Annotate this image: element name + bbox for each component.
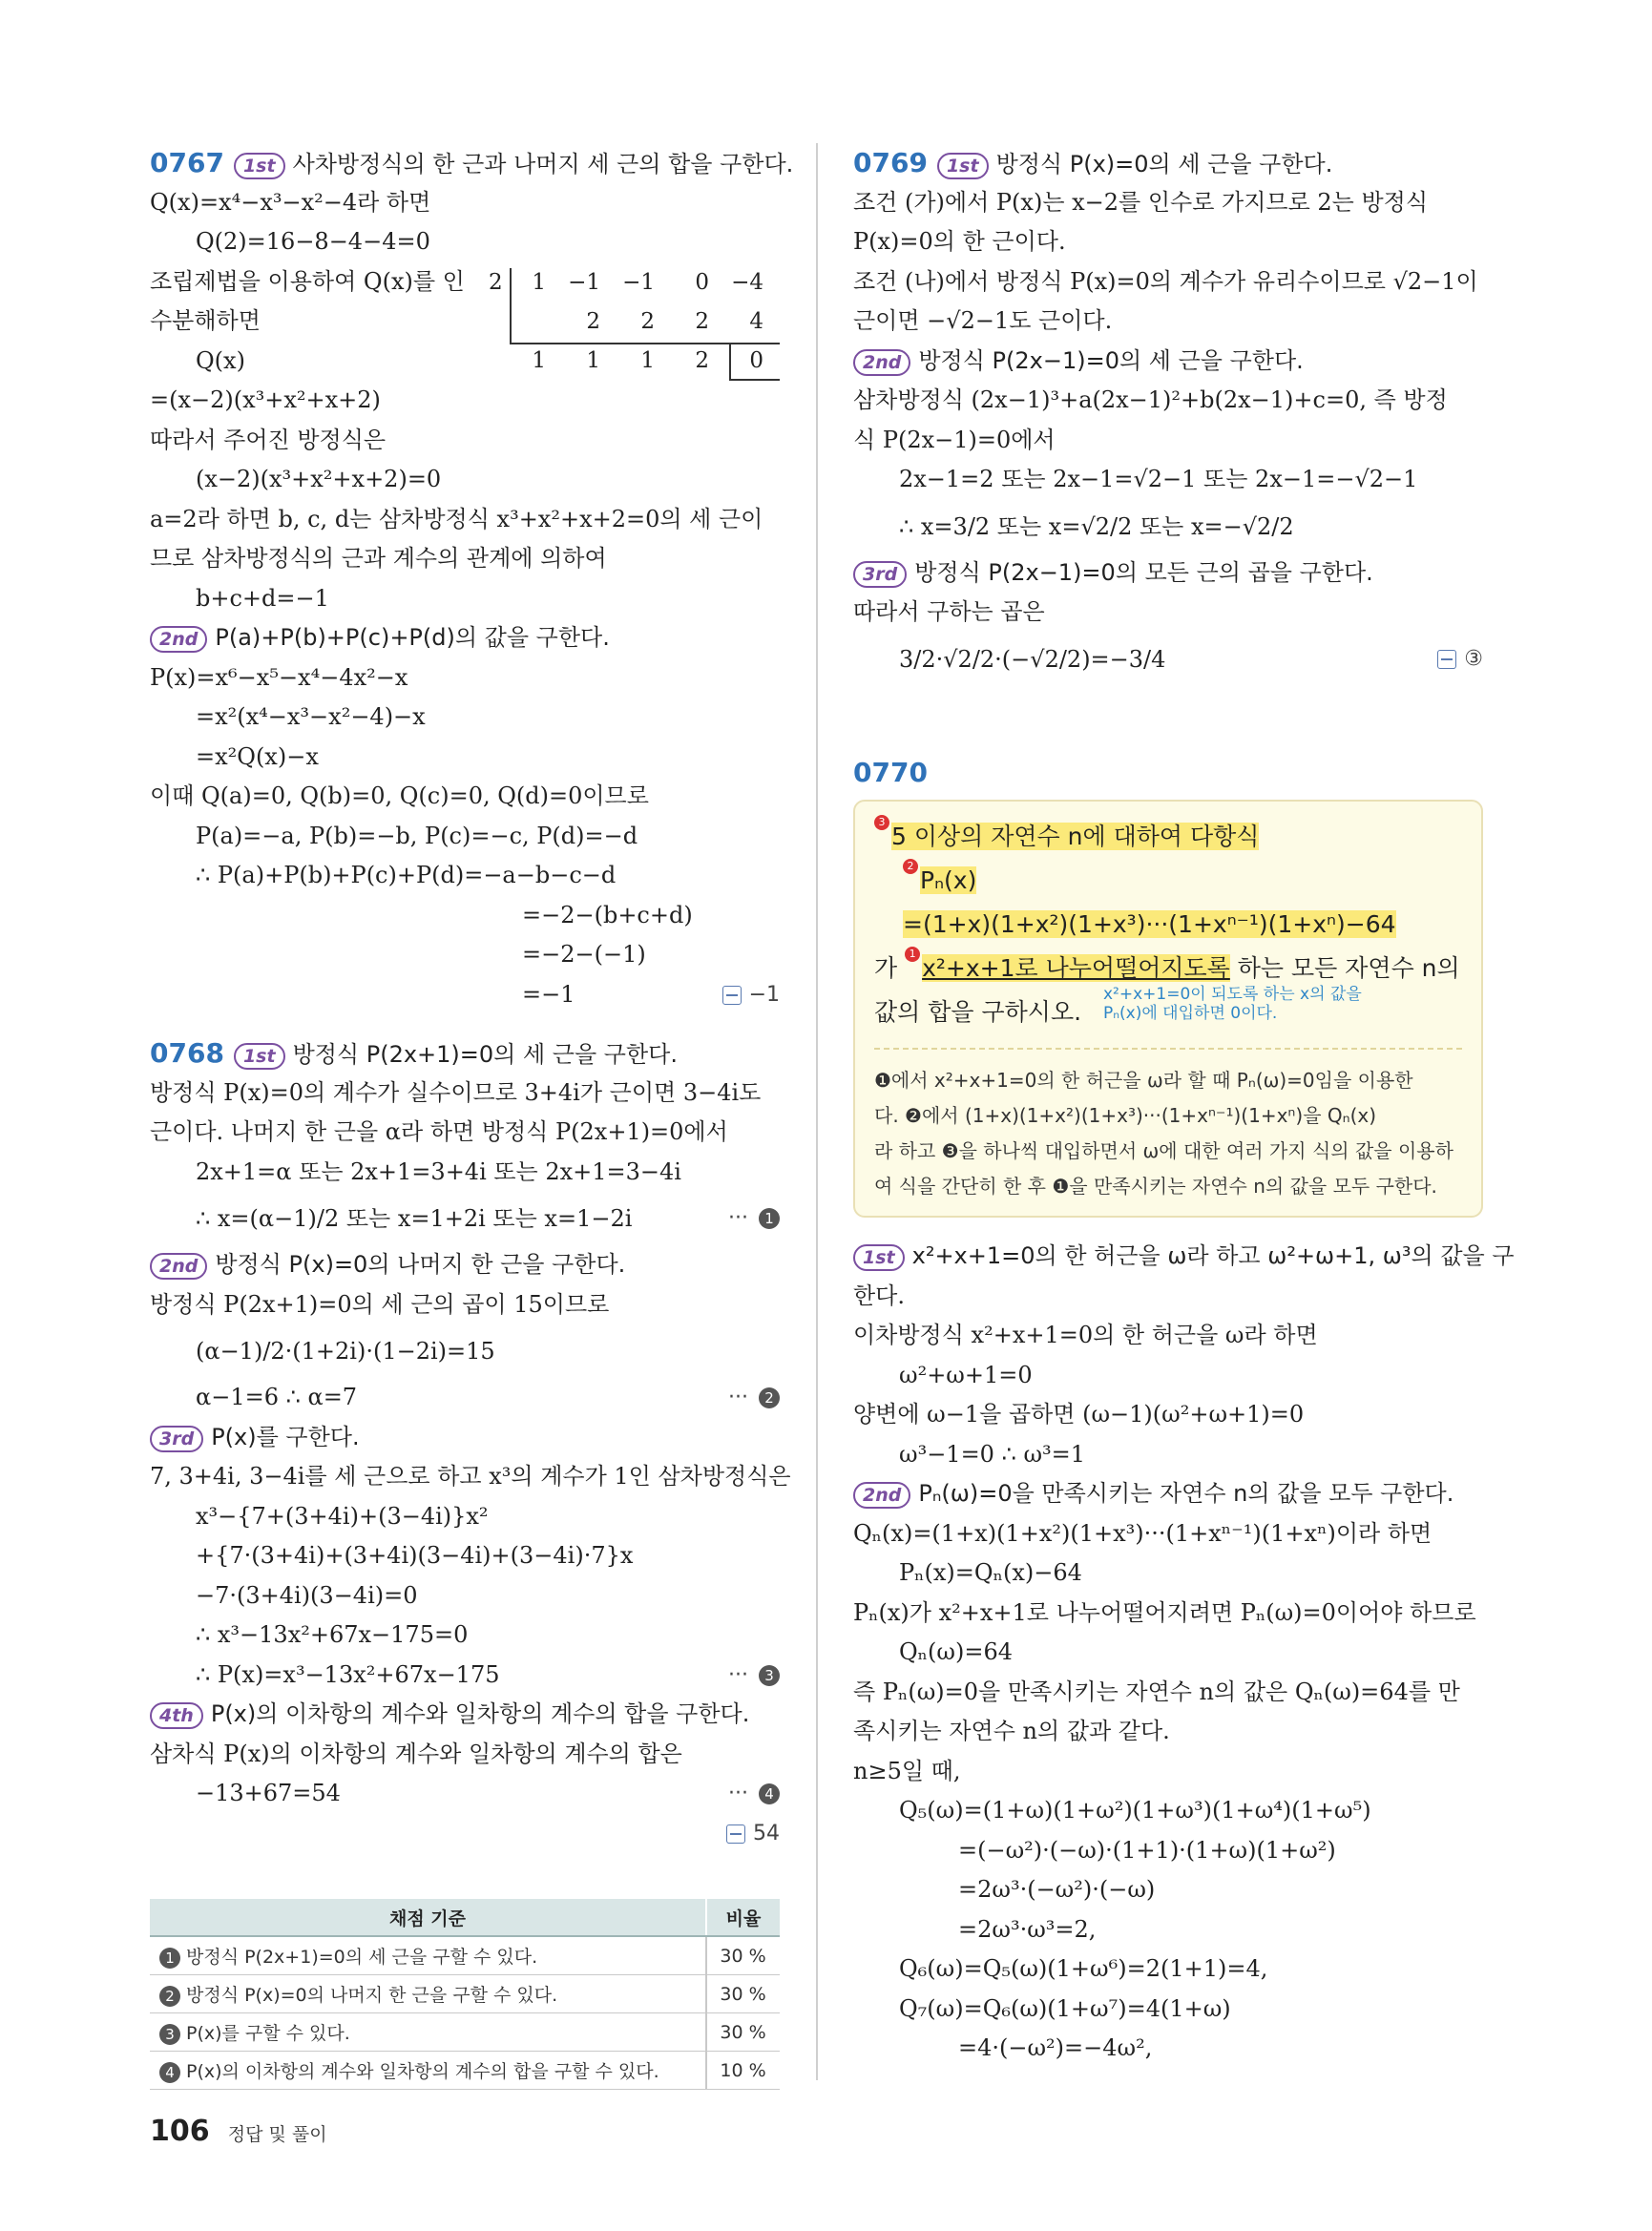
solution-line [150,1285,780,1325]
line-text: =−1 [522,980,575,1008]
line-text: −13+67=54 [196,1780,341,1806]
solution-line [853,342,1483,382]
solution-line [150,1245,780,1285]
solution-line [853,1633,1483,1673]
solution-line [853,633,1483,686]
marker-number: 3 [759,1665,780,1686]
line-text: (α−1)/2·(1+2i)·(1−2i)=15 [196,1338,495,1365]
solution-line [150,222,780,262]
solution-line [853,381,1483,421]
line-text: ω²+ω+1=0 [899,1361,1033,1388]
line-text: 삼차방정식 (2x−1)³+a(2x−1)²+b(2x−1)+c=0, 즉 방정 [853,386,1448,413]
solution-line [853,1356,1483,1396]
step-badge: 4th [150,1702,203,1729]
synthetic-cell: 1 [532,347,546,373]
line-text: b+c+d=−1 [196,584,329,612]
line-text: Qₙ(x)=(1+x)(1+x²)(1+x³)···(1+xⁿ⁻¹)(1+xⁿ)이라 하면 [853,1519,1432,1547]
answer-value: ③ [1464,646,1483,671]
problem-line-5: 값의 합을 구하시오. x²+x+1=0이 되도록 하는 x의 값을 Pₙ(x)에 대입하면 0이다. [874,985,1362,1026]
solution-line [150,738,780,778]
synthetic-cell: 0 [695,269,709,295]
solution-line [853,1594,1483,1634]
line-text: 2x+1=α 또는 2x+1=3+4i 또는 2x+1=3−4i [196,1157,681,1185]
synthetic-hline [510,343,780,344]
solution-0767 [150,143,794,1014]
line-text: =x²(x⁴−x³−x²−4)−x [196,703,426,730]
answer-icon [726,1824,745,1844]
synthetic-cell: 4 [749,308,763,334]
line-text: 근이면 −√2−1도 근이다. [853,307,1113,334]
line-text: =(−ω²)·(−ω)·(1+1)·(1+ω)(1+ω²) [958,1836,1336,1864]
line-text: 따라서 구하는 곱은 [853,598,1045,625]
hint-line: 다. ❷에서 (1+x)(1+x²)(1+x³)···(1+xⁿ⁻¹)(1+xⁿ)을 Qₙ(x) [874,1104,1377,1127]
solution-line [150,1814,780,1854]
grading-header-ratio: 비율 [706,1899,780,1936]
step-title: 방정식 P(2x+1)=0의 세 근을 구한다. [292,1041,678,1068]
synthetic-box [729,344,731,381]
line-text: x³−{7+(3+4i)+(3−4i)}x² [196,1502,489,1530]
line-text: ∴ x=(α−1)/2 또는 x=1+2i 또는 x=1−2i [196,1205,633,1232]
problem-heading [150,1033,780,1074]
line-text: −7·(3+4i)(3−4i)=0 [196,1581,418,1609]
synthetic-cell: 2 [695,347,709,373]
step-title: 방정식 P(x)=0의 세 근을 구한다. [995,151,1333,177]
line-text: 근이다. 나머지 한 근을 α라 하면 방정식 P(2x+1)=0에서 [150,1118,728,1145]
line-text: ∴ P(a)+P(b)+P(c)+P(d)=−a−b−c−d [196,862,617,888]
line-text: 식 P(2x−1)=0에서 [853,426,1056,453]
solution-line [853,1237,1515,1277]
left-column [150,143,794,1853]
solution-line [853,1435,1483,1475]
line-text: 므로 삼차방정식의 근과 계수의 관계에 의하여 [150,545,607,572]
solution-line [150,658,780,698]
solution-line [853,500,1483,553]
synthetic-cell: 2 [586,308,600,334]
solution-line [150,777,780,817]
grading-criterion [150,2013,706,2052]
step-title: 방정식 P(x)=0의 나머지 한 근을 구한다. [215,1251,626,1278]
synthetic-cell: 1 [640,347,655,373]
synthetic-cell: −4 [731,269,763,295]
problem-line-2: 2Pₙ(x) [874,859,1462,903]
step-badge: 3rd [853,561,907,588]
problem-heading [853,143,1483,183]
solution-line [150,1735,780,1775]
solution-line [853,1990,1483,2030]
solution-line [150,1656,780,1696]
grading-row [150,2052,780,2090]
hint-line: ❶에서 x²+x+1=0의 한 허근을 ω라 할 때 Pₙ(ω)=0임을 이용한 [874,1069,1413,1092]
grading-criterion [150,2052,706,2090]
line-text: 조립제법을 이용하여 Q(x)를 인 [150,267,465,295]
criterion-text: P(x)의 이차항의 계수와 일차항의 계수의 합을 구할 수 있다. [186,2061,659,2082]
answer-value: −1 [748,982,780,1007]
line-text: 따라서 주어진 방정식은 [150,426,387,453]
step-title: P(x)의 이차항의 계수와 일차항의 계수의 합을 구한다. [210,1700,750,1727]
solution-line [150,1536,780,1576]
solution-line [853,222,1483,262]
solution-line [150,539,780,579]
criterion-number: 2 [159,1986,180,2007]
problem-number: 0770 [853,756,928,788]
solution-line [853,183,1483,223]
solution-line [150,381,780,421]
grading-marker: ··· 2 [728,1378,780,1418]
grading-row [150,1975,780,2013]
criterion-ratio: 30 % [706,2013,780,2052]
line-text: Q(x)=x⁴−x³−x²−4라 하면 [150,188,431,216]
step-title: 방정식 P(2x−1)=0의 세 근을 구한다. [918,346,1304,374]
line-text: =4·(−ω²)=−4ω², [958,2034,1153,2061]
solution-line [150,856,780,896]
solution-line [150,1774,780,1814]
grading-row [150,1936,780,1975]
solution-line [853,460,1483,500]
line-text: +{7·(3+4i)+(3+4i)(3−4i)+(3−4i)·7}x [196,1542,634,1569]
solution-line [150,935,780,975]
line-text: 조건 (가)에서 P(x)는 x−2를 인수로 가지므로 2는 방정식 [853,188,1429,216]
solution-line [853,1277,1483,1317]
solution-line [853,262,1483,302]
line-text: n≥5일 때, [853,1757,961,1784]
line-text: 방정식 P(x)=0의 계수가 실수이므로 3+4i가 근이면 3−4i도 [150,1078,762,1106]
solution-line [853,1474,1483,1514]
line-text: Qₙ(ω)=64 [899,1638,1014,1665]
synthetic-cell: 1 [532,269,546,295]
step-badge: 2nd [150,1253,207,1280]
solution-line [853,1514,1483,1554]
step-badge: 2nd [853,349,910,376]
criterion-number: 3 [159,2024,180,2045]
divisor: 2 [489,269,503,295]
step-badge: 1st [234,153,285,179]
page-number: 106 [150,2115,210,2148]
line-text: Q₅(ω)=(1+ω)(1+ω²)(1+ω³)(1+ω⁴)(1+ω⁵) [899,1797,1371,1824]
solution-line [150,579,780,619]
synthetic-cell: −1 [622,269,655,295]
line-text: ω³−1=0 ∴ ω³=1 [899,1440,1086,1468]
solution-line [150,460,780,500]
answer-label [726,1814,780,1854]
page-footer-title: 정답 및 풀이 [227,2124,327,2145]
step-badge: 1st [853,1244,905,1271]
criterion-ratio: 30 % [706,1975,780,2013]
solution-line [150,1324,780,1378]
hint-line: 라 하고 ❸을 하나씩 대입하면서 ω에 대한 여러 가지 식의 값을 이용하 [874,1139,1453,1162]
step-title: 방정식 P(2x−1)=0의 모든 근의 곱을 구한다. [914,558,1373,586]
solution-line [853,302,1483,342]
line-text: (x−2)(x³+x²+x+2)=0 [196,466,442,492]
solution-line [150,500,780,540]
solution-line [150,975,780,1015]
solution-line [853,1870,1483,1910]
line-text: Q(2)=16−8−4−4=0 [196,228,430,255]
line-text: 2x−1=2 또는 2x−1=√2−1 또는 2x−1=−√2−1 [899,466,1418,492]
step-title: Pₙ(ω)=0을 만족시키는 자연수 n의 값을 모두 구한다. [918,1480,1454,1507]
criterion-number: 4 [159,2062,180,2083]
solution-line [150,1074,780,1114]
marker-number: 2 [759,1387,780,1408]
solution-line [150,1192,780,1245]
step-title: P(x)를 구한다. [211,1423,360,1450]
line-text: 양변에 ω−1을 곱하면 (ω−1)(ω²+ω+1)=0 [853,1401,1305,1428]
solution-line [150,896,780,936]
line-text: 조건 (나)에서 방정식 P(x)=0의 계수가 유리수이므로 √2−1이 [853,267,1478,295]
solution-line [853,553,1483,594]
synthetic-division [489,262,780,382]
grading-header-criteria: 채점 기준 [150,1899,706,1936]
line-text: =2ω³·(−ω²)·(−ω) [958,1876,1156,1903]
solution-line [150,1418,780,1458]
grading-row [150,2013,780,2052]
synthetic-cell: 1 [586,347,600,373]
line-text: Pₙ(x)=Qₙ(x)−64 [899,1559,1082,1586]
line-text: 이때 Q(a)=0, Q(b)=0, Q(c)=0, Q(d)=0이므로 [150,782,649,809]
line-text: Pₙ(x)가 x²+x+1로 나누어떨어지려면 Pₙ(ω)=0이어야 하므로 [853,1598,1476,1626]
step-badge: 3rd [150,1426,203,1452]
column-divider [816,143,818,2080]
criterion-ratio: 30 % [706,1936,780,1975]
solution-line [150,1457,791,1497]
solution-line [150,1695,780,1735]
grading-criterion [150,1975,706,2013]
answer-value: 54 [753,1821,780,1845]
solution-line [853,1791,1483,1831]
grading-marker: ··· 4 [728,1774,780,1814]
solution-line [150,1378,780,1418]
solution-line [150,1616,780,1656]
solution-line [853,593,1483,633]
synthetic-vline [510,268,512,344]
line-text: ∴ x=3/2 또는 x=√2/2 또는 x=−√2/2 [899,512,1294,540]
line-text: a=2라 하면 b, c, d는 삼차방정식 x³+x²+x+2=0의 세 근이 [150,505,763,532]
line-text: 방정식 P(2x+1)=0의 세 근의 곱이 15이므로 [150,1290,610,1318]
step-badge: 2nd [150,626,207,653]
step-badge: 2nd [853,1482,910,1509]
line-text: =(x−2)(x³+x²+x+2) [150,386,381,413]
marker-number: 4 [759,1783,780,1804]
line-text: 이차방정식 x²+x+1=0의 한 허근을 ω라 하면 [853,1322,1318,1348]
grading-marker: ··· 3 [728,1656,780,1696]
solution-line [150,183,780,223]
synthetic-boxb [729,379,780,381]
problem-note: x²+x+1=0이 되도록 하는 x의 값을 Pₙ(x)에 대입하면 0이다. [1103,985,1362,1023]
grading-marker: ··· 1 [728,1192,780,1245]
solution-0770 [853,1237,1515,2069]
solution-line [853,2029,1483,2069]
problem-number: 0769 [853,147,928,178]
line-text: 7, 3+4i, 3−4i를 세 근으로 하고 x³의 계수가 1인 삼차방정식은 [150,1463,791,1490]
line-text: 족시키는 자연수 n의 값과 같다. [853,1718,1170,1744]
step-badge: 1st [234,1043,285,1070]
solution-line [853,1950,1483,1990]
criterion-text: 방정식 P(x)=0의 나머지 한 근을 구할 수 있다. [186,1985,558,2006]
solution-line [853,1752,1483,1792]
line-text: α−1=6 ∴ α=7 [196,1384,358,1410]
line-text: =−2−(b+c+d) [522,901,693,928]
solution-line [150,817,780,857]
solution-0768 [150,1033,791,1853]
synthetic-cell: 0 [749,347,763,373]
solution-0769 [853,143,1483,686]
solution-line [150,1153,780,1193]
answer-icon [1437,650,1456,669]
solution-line [150,421,780,461]
line-text: =−2−(−1) [522,941,646,968]
solution-line [853,421,1483,461]
line-text: 3/2·√2/2·(−√2/2)=−3/4 [899,645,1166,673]
step-badge: 1st [937,153,989,179]
problem-number: 0768 [150,1037,224,1069]
answer-icon [722,986,742,1005]
hint-line: 여 식을 간단히 한 후 ❶을 만족시키는 자연수 n의 값을 모두 구한다. [874,1175,1437,1198]
page-footer [150,2115,327,2148]
problem-line-1: 35 이상의 자연수 n에 대하여 다항식 [874,815,1462,859]
criterion-number: 1 [159,1948,180,1969]
step-title: 사차방정식의 한 근과 나머지 세 근의 합을 구한다. [292,151,794,177]
grading-table [150,1899,780,2090]
synthetic-cell: −1 [568,269,600,295]
hint-section [874,1048,1462,1204]
line-text: P(x)=x⁶−x⁵−x⁴−4x²−x [150,663,408,691]
synthetic-cell: 2 [695,308,709,334]
line-text: 즉 Pₙ(ω)=0을 만족시키는 자연수 n의 값은 Qₙ(ω)=64를 만 [853,1678,1460,1705]
solution-line [853,1673,1483,1713]
criterion-ratio: 10 % [706,2052,780,2090]
step-title: P(a)+P(b)+P(c)+P(d)의 값을 구한다. [215,624,610,651]
solution-line [150,1576,780,1616]
line-text: Q₇(ω)=Q₆(ω)(1+ω⁷)=4(1+ω) [899,1994,1231,2022]
criterion-text: 방정식 P(2x+1)=0의 세 근을 구할 수 있다. [186,1947,538,1968]
solution-line [853,1316,1483,1356]
line-text: 한다. [853,1282,905,1309]
grading-criterion [150,1936,706,1975]
criterion-text: P(x)를 구할 수 있다. [186,2023,350,2044]
solution-line [150,698,780,738]
answer-label [1437,633,1483,686]
problem-line-3: =(1+x)(1+x²)(1+x³)···(1+xⁿ⁻¹)(1+xⁿ)−64 [903,910,1396,938]
problem-line-4: 가 1x²+x+1로 나누어떨어지도록 하는 모든 자연수 n의 [874,948,1460,982]
line-text: P(a)=−a, P(b)=−b, P(c)=−c, P(d)=−d [196,822,638,849]
problem-heading [150,143,794,183]
step-title: x²+x+1=0의 한 허근을 ω라 하고 ω²+ω+1, ω³의 값을 구 [911,1242,1515,1269]
answer-label [722,975,780,1015]
line-text: =2ω³·ω³=2, [958,1915,1097,1943]
solution-line [853,1553,1483,1594]
synthetic-cell: 2 [640,308,655,334]
problem-box-0770 [853,800,1483,1218]
solution-line [150,618,780,658]
line-text: Q(x) [196,346,245,374]
line-text: 수분해하면 [150,307,261,334]
solution-line [853,1712,1483,1752]
line-text: Q₆(ω)=Q₅(ω)(1+ω⁶)=2(1+1)=4, [899,1955,1268,1982]
solution-line [150,1113,780,1153]
solution-line [150,1497,780,1537]
line-text: ∴ x³−13x²+67x−175=0 [196,1621,469,1648]
right-column [853,143,1515,2069]
solution-line [853,1831,1483,1871]
solution-line [853,1910,1483,1950]
line-text: =x²Q(x)−x [196,742,319,770]
problem-number: 0767 [150,147,224,178]
line-text: P(x)=0의 한 근이다. [853,228,1066,255]
solution-line [853,1395,1483,1435]
marker-number: 1 [759,1208,780,1229]
line-text: ∴ P(x)=x³−13x²+67x−175 [196,1660,500,1688]
line-text: 삼차식 P(x)의 이차항의 계수와 일차항의 계수의 합은 [150,1740,682,1767]
